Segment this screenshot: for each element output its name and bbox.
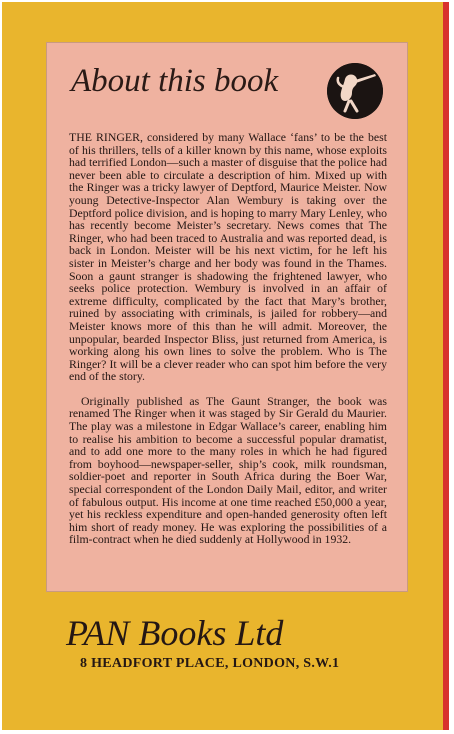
- pan-piper-logo-icon: [327, 63, 383, 119]
- spine-edge: [443, 2, 449, 730]
- panel-header: [71, 63, 389, 133]
- about-panel: [46, 42, 408, 592]
- publisher-address: 8 HEADFORT PLACE, LONDON, S.W.1: [80, 656, 340, 671]
- publisher-name: PAN Books Ltd: [66, 613, 284, 653]
- description-paragraph: THE RINGER, considered by many Wallace ‘fans’ to be the best of his thrillers, tells of a killer known by this name, whose exploits had terrified London—such a master of disguise that the police had never been able to circulate a description of him. Mixed up with the Ringer was a tricky lawyer of Deptford, Maurice Meister. Now young Detective-Inspector Alan Wembury is taking over the Deptford police division, and is hoping to marry Mary Lenley, who has recently become Meister’s secretary. News comes that The Ringer, who had been traced to Australia and was reported dead, is back in London. Meister will be his next victim, for he left his sister in Meister’s charge and her body was found in the Thames. Soon a gaunt stranger is shadowing the frightened lawyer, who seeks police protection. Wembury is involved in an affair of extreme difficulty, complicated by the fact that Mary’s brother, ruined by associating with criminals, is jailed for robbery—and Meister knows more of this than he will admit. Moreover, the unpopular, bearded Inspector Bliss, just returned from America, is working along his own lines to solve the problem. Who is The Ringer? It will be a clever reader who can spot him before the very end of the story.: [69, 130, 387, 384]
- book-back-cover: [2, 2, 449, 730]
- description-body: [69, 131, 387, 558]
- description-paragraph: Originally published as The Gaunt Stranger, the book was renamed The Ringer when it was staged by Sir Gerald du Maurier. The play was a milestone in Edgar Wallace’s career, enabling him to realise his ambition to become a successful popular dramatist, and to add one more to the many roles in which he had figured from boyhood—newspaper-seller, ship’s cook, milk roundsman, soldier-poet and reporter in South Africa during the Boer War, special correspondent of the London Daily Mail, editor, and writer of fabulous output. His income at one time reached £50,000 a year, yet his reckless expenditure and open-handed generosity often left him short of ready money. He was exploring the possibilities of a film-contract when he died suddenly at Hollywood in 1932.: [69, 393, 387, 547]
- page-title: About this book: [71, 63, 279, 99]
